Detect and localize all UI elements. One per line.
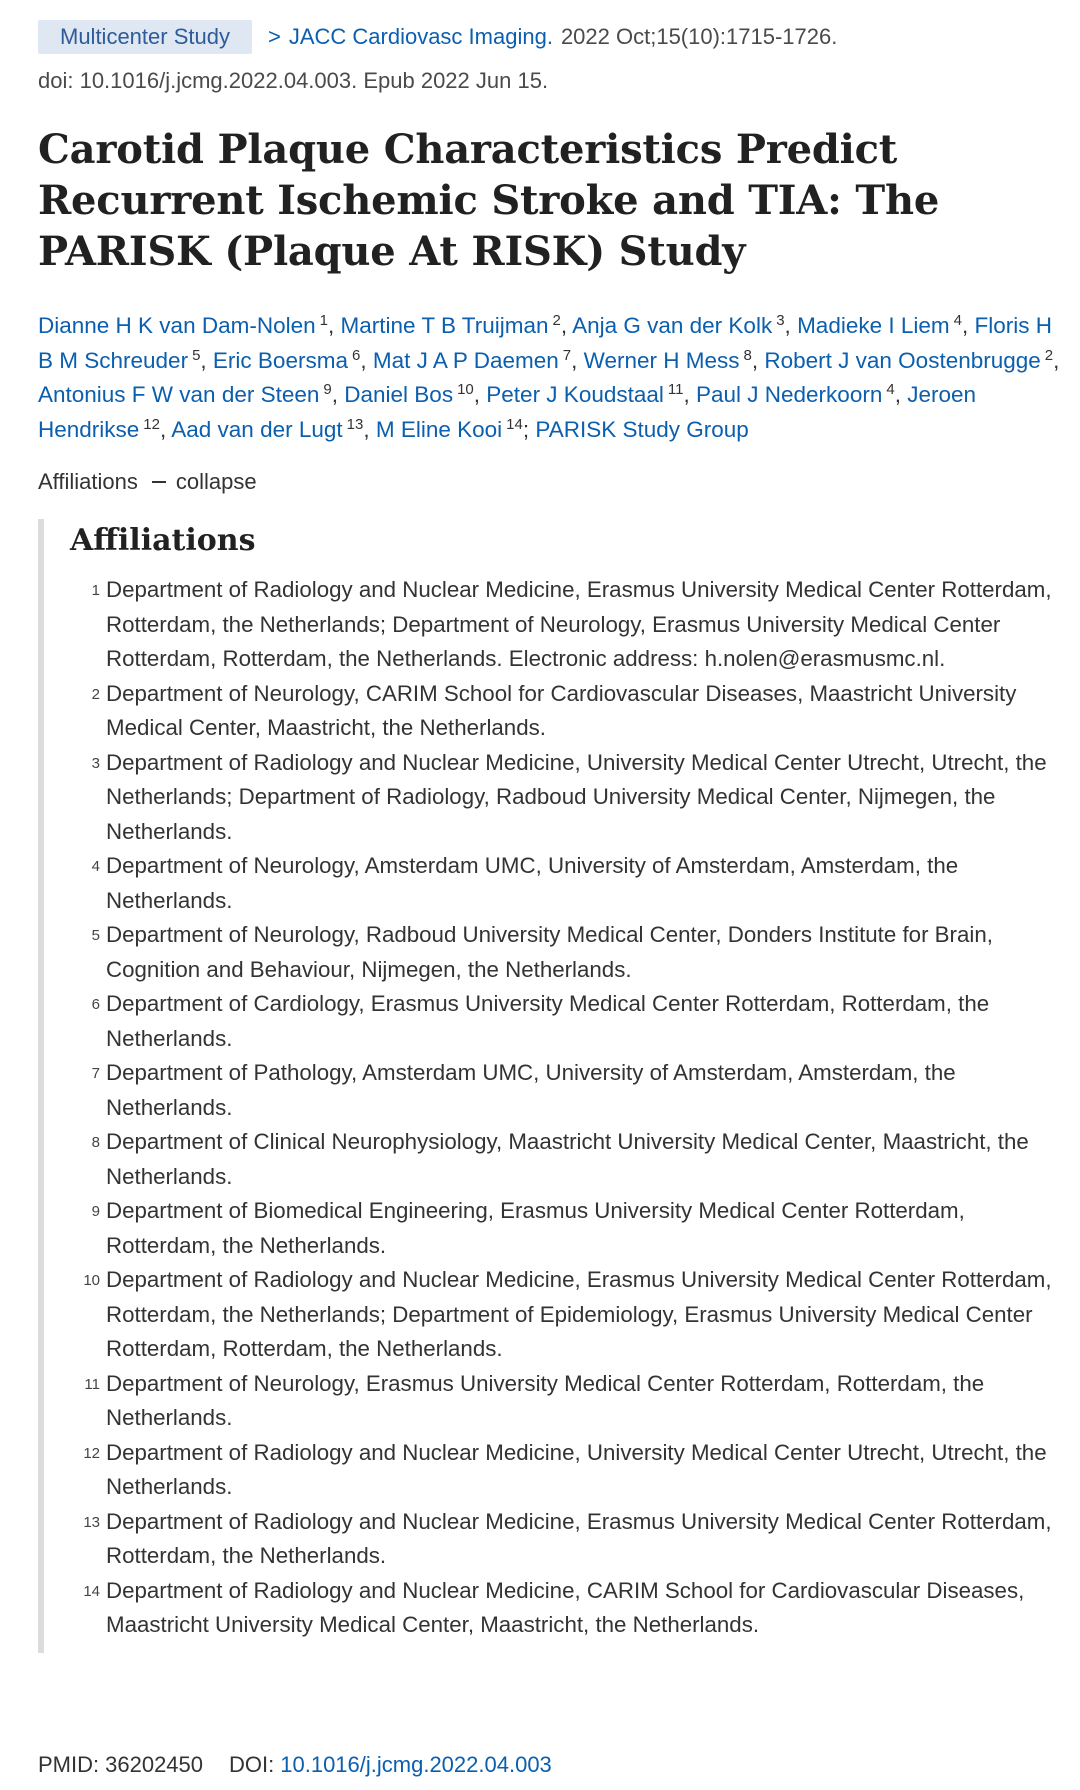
author-affiliation-ref[interactable]: 3 — [776, 312, 785, 329]
author — [376, 417, 523, 442]
affiliation-item — [70, 918, 1065, 987]
affiliation-item — [70, 1505, 1065, 1574]
author-name-link[interactable]: Jeroen Hendrikse — [38, 382, 976, 442]
journal-link[interactable]: JACC Cardiovasc Imaging. — [288, 24, 553, 49]
author-affiliation-ref[interactable]: 7 — [562, 346, 572, 364]
author — [572, 313, 784, 338]
affiliation-number: 2 — [91, 685, 100, 703]
author-affiliation-ref[interactable]: 4 — [953, 312, 962, 329]
author-name-link[interactable]: M Eline Kooi — [375, 416, 503, 442]
author-separator: , — [363, 416, 376, 442]
author-affiliation-ref[interactable]: 9 — [323, 381, 332, 398]
author-separator: ; — [522, 416, 536, 442]
author — [696, 382, 895, 407]
author-separator: , — [200, 347, 213, 373]
affiliation-number: 6 — [91, 996, 100, 1013]
affiliation-item — [70, 1125, 1065, 1194]
affiliation-text: Department of Pathology, Amsterdam UMC, University of Amsterdam, Amsterdam, the Netherlands. — [106, 1060, 956, 1120]
affiliation-number: 9 — [91, 1203, 100, 1220]
affiliations-toggle — [38, 465, 1058, 499]
affiliation-item — [70, 677, 1065, 746]
author-separator: , — [327, 313, 341, 338]
author — [38, 382, 332, 407]
doi-epub-line: doi: 10.1016/j.jcmg.2022.04.003. Epub 2022 Jun 15. — [38, 68, 549, 93]
affiliation-text: Department of Radiology and Nuclear Medicine, Erasmus University Medical Center Rotterdam, Rotterdam, the Netherlands; Department of Epidemiology, Erasmus University Medical Center Rotterdam, Rotterdam, the Netherlands. — [106, 1267, 1052, 1361]
affiliation-text: Department of Radiology and Nuclear Medicine, Erasmus University Medical Center Rotterdam, Rotterdam, the Netherlands; Department of Neurology, Erasmus University Medical Center Rotterdam, Rotterdam, the Netherlands. Electronic address: h.nolen@erasmusmc.nl. — [106, 577, 1052, 671]
affiliation-item — [70, 849, 1065, 918]
affiliation-number: 7 — [91, 1065, 100, 1082]
author-affiliation-ref[interactable]: 4 — [886, 381, 895, 398]
author-separator: , — [159, 416, 172, 442]
author-separator: , — [961, 313, 975, 338]
affiliation-number: 1 — [91, 582, 100, 599]
author — [38, 313, 328, 338]
author — [373, 348, 571, 373]
author-name-link[interactable]: Anja G van der Kolk — [572, 313, 773, 338]
affiliation-item — [70, 573, 1065, 677]
pmid-value: 36202450 — [105, 1752, 204, 1777]
affiliation-number: 11 — [84, 1375, 100, 1393]
identifiers-line — [38, 1750, 552, 1780]
author-separator: , — [473, 382, 487, 407]
author-separator: , — [683, 382, 696, 407]
affiliation-number: 13 — [83, 1513, 100, 1531]
author — [535, 417, 748, 442]
affiliation-item — [70, 1194, 1065, 1263]
minus-icon — [152, 481, 166, 483]
affiliation-number: 12 — [83, 1444, 100, 1462]
author-name-link[interactable]: Eric Boersma — [212, 347, 348, 373]
author — [340, 313, 560, 338]
article-header — [38, 18, 1058, 1653]
author-separator: , — [784, 313, 798, 338]
affiliation-text: Department of Radiology and Nuclear Medicine, Erasmus University Medical Center Rotterdam, Rotterdam, the Netherlands. — [106, 1508, 1052, 1568]
author — [344, 382, 474, 407]
author-affiliation-ref[interactable]: 14 — [506, 415, 523, 433]
author-name-link[interactable]: Daniel Bos — [344, 382, 454, 407]
author-affiliation-ref[interactable]: 8 — [743, 346, 752, 364]
authors-list — [38, 309, 1063, 447]
affiliation-item — [70, 987, 1065, 1056]
affiliation-text: Department of Neurology, Radboud University Medical Center, Donders Institute for Brain, Cognition and Behaviour, Nijmegen, the Netherlands. — [106, 922, 993, 982]
author-affiliation-ref[interactable]: 12 — [143, 415, 160, 433]
collapse-label[interactable]: collapse — [175, 469, 257, 494]
author-affiliation-ref[interactable]: 2 — [552, 312, 561, 329]
author-separator: , — [894, 382, 908, 407]
author-name-link[interactable]: Robert J van Oostenbrugge — [764, 347, 1041, 373]
affiliations-list — [70, 573, 1065, 1643]
affiliation-text: Department of Cardiology, Erasmus University Medical Center Rotterdam, Rotterdam, the Netherlands. — [106, 991, 990, 1051]
journal-meta: 2022 Oct;15(10):1715-1726. — [560, 24, 838, 49]
affiliation-number: 8 — [91, 1134, 100, 1151]
author — [764, 348, 1053, 373]
affiliation-item — [70, 1574, 1065, 1643]
affiliation-text: Department of Radiology and Nuclear Medicine, University Medical Center Utrecht, Utrecht, the Netherlands; Department of Radiology, Radboud University Medical Center, Nijmegen, the Netherlands. — [106, 749, 1047, 844]
author-name-link[interactable]: Aad van der Lugt — [171, 416, 343, 442]
affiliation-item — [70, 1367, 1065, 1436]
author-affiliation-ref[interactable]: 10 — [457, 381, 474, 398]
affiliation-number: 5 — [91, 927, 100, 944]
affiliations-heading: Affiliations — [70, 523, 256, 558]
affiliation-text: Department of Radiology and Nuclear Medicine, CARIM School for Cardiovascular Diseases, Maastricht University Medical Center, Maastricht, the Netherlands. — [106, 1577, 1025, 1637]
chevron-right-icon[interactable]: > — [267, 24, 281, 49]
author — [171, 417, 363, 442]
author-name-link[interactable]: Peter J Koudstaal — [486, 382, 664, 407]
pmid-label: PMID: — [38, 1752, 100, 1777]
doi-link[interactable]: 10.1016/j.jcmg.2022.04.003 — [280, 1752, 552, 1777]
affiliation-number: 14 — [83, 1582, 100, 1600]
author-separator: , — [560, 313, 573, 338]
affiliation-number: 4 — [91, 858, 100, 875]
affiliation-item — [70, 1263, 1065, 1367]
article-title: Carotid Plaque Characteristics Predict Recurrent Ischemic Stroke and TIA: The PARISK (Plaque At RISK) Study — [38, 126, 940, 275]
affiliation-number: 10 — [83, 1272, 100, 1289]
author-name-link[interactable]: Madieke I Liem — [797, 313, 950, 338]
publication-type-badge[interactable]: Multicenter Study — [38, 20, 252, 54]
author-affiliation-ref[interactable]: 6 — [351, 346, 361, 364]
affiliation-text: Department of Neurology, Amsterdam UMC, University of Amsterdam, Amsterdam, the Netherlands. — [106, 853, 959, 913]
affiliation-item — [70, 746, 1065, 850]
affiliation-text: Department of Radiology and Nuclear Medicine, University Medical Center Utrecht, Utrecht, the Netherlands. — [106, 1439, 1047, 1499]
author-separator: , — [571, 347, 584, 373]
collapse-button[interactable] — [152, 469, 257, 495]
author-name-link[interactable]: Floris H B M Schreuder — [38, 313, 1052, 373]
affiliations-toggle-label: Affiliations — [38, 469, 138, 494]
author — [797, 313, 962, 338]
author-name-link[interactable]: Werner H Mess — [583, 347, 740, 373]
author-affiliation-ref[interactable]: 11 — [667, 381, 684, 398]
citation-line — [38, 18, 1058, 56]
author — [486, 382, 683, 407]
author-name-link[interactable]: PARISK Study Group — [535, 416, 749, 442]
affiliation-item — [70, 1056, 1065, 1125]
author-affiliation-ref[interactable]: 2 — [1044, 346, 1054, 364]
affiliation-number: 3 — [91, 754, 100, 772]
author-separator: , — [1053, 347, 1060, 373]
author-name-link[interactable]: Antonius F W van der Steen — [38, 382, 320, 407]
author-separator: , — [360, 347, 373, 373]
author-separator: , — [331, 382, 345, 407]
affiliations-panel — [38, 519, 1065, 1653]
doi-label: DOI: — [229, 1752, 275, 1777]
affiliation-text: Department of Biomedical Engineering, Erasmus University Medical Center Rotterdam, Rotterdam, the Netherlands. — [106, 1198, 965, 1258]
author-affiliation-ref[interactable]: 5 — [192, 346, 201, 364]
author-affiliation-ref[interactable]: 13 — [346, 415, 364, 433]
author — [213, 348, 360, 373]
author-separator: , — [751, 347, 765, 373]
author-name-link[interactable]: Paul J Nederkoorn — [695, 382, 883, 407]
author-name-link[interactable]: Martine T B Truijman — [340, 313, 549, 338]
author — [584, 348, 752, 373]
author-affiliation-ref[interactable]: 1 — [319, 312, 328, 329]
affiliation-text: Department of Neurology, CARIM School for Cardiovascular Diseases, Maastricht University Medical Center, Maastricht, the Netherlands. — [106, 680, 1017, 740]
affiliation-text: Department of Clinical Neurophysiology, Maastricht University Medical Center, Maastricht, the Netherlands. — [106, 1129, 1029, 1189]
author-name-link[interactable]: Mat J A P Daemen — [372, 347, 559, 373]
affiliation-item — [70, 1436, 1065, 1505]
author-name-link[interactable]: Dianne H K van Dam-Nolen — [38, 313, 316, 338]
affiliation-text: Department of Neurology, Erasmus University Medical Center Rotterdam, Rotterdam, the Netherlands. — [106, 1370, 985, 1430]
